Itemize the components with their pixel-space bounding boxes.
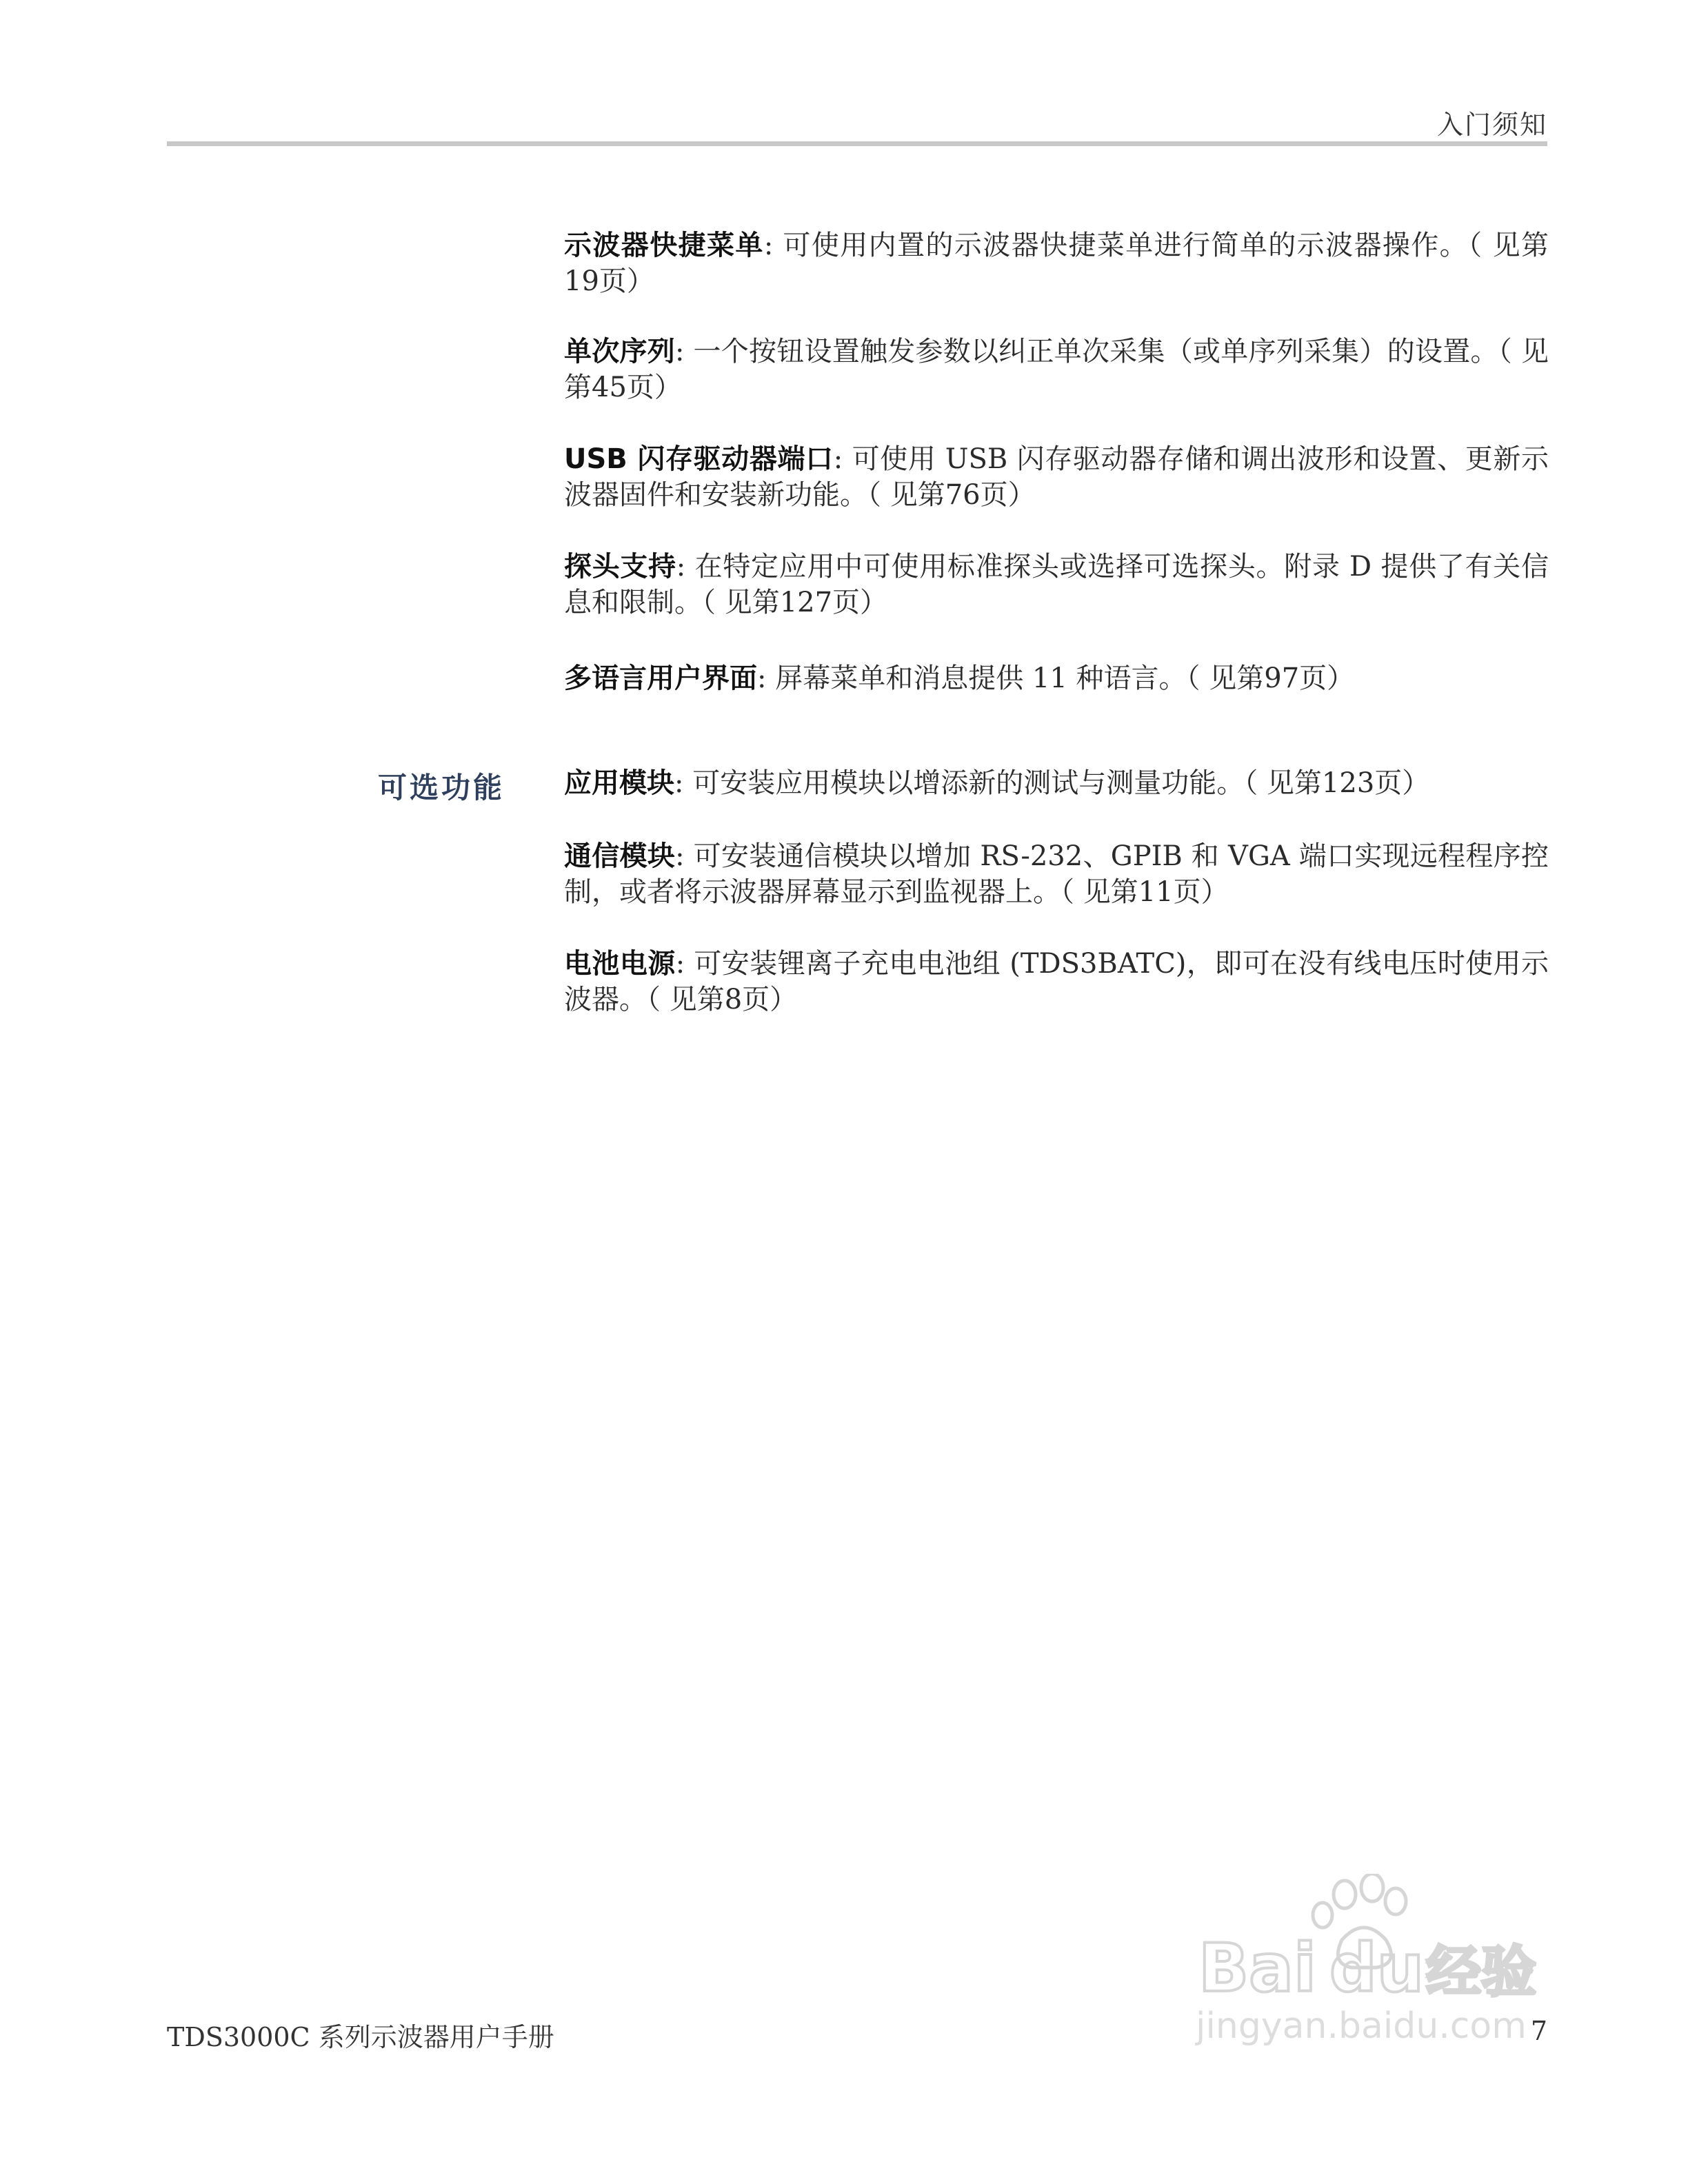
feature-separator: :: [757, 663, 776, 694]
feature-separator: :: [676, 551, 695, 583]
optional-term: 应用模块: [564, 767, 674, 799]
feature-paragraph: [564, 441, 1549, 513]
svg-text:jingyan.baidu.com: jingyan.baidu.com: [1196, 2005, 1527, 2046]
optional-paragraph: [564, 946, 1549, 1018]
feature-term: 单次序列: [564, 336, 676, 367]
feature-paragraph: [564, 660, 1549, 696]
optional-text: 可安装应用模块以增添新的测试与测量功能。（ 见第123页）: [692, 767, 1430, 799]
feature-text: 屏幕菜单和消息提供 11 种语言。（ 见第97页）: [775, 663, 1355, 694]
feature-item: [564, 549, 1549, 620]
feature-separator: :: [675, 336, 694, 367]
optional-paragraph: [564, 838, 1549, 910]
feature-term: 探头支持: [564, 551, 676, 583]
section-heading-optional-features: 可选功能: [378, 771, 505, 805]
header-rule: [167, 141, 1547, 146]
feature-paragraph: [564, 334, 1549, 405]
optional-term: 通信模块: [564, 840, 676, 872]
optional-item: [564, 838, 1549, 910]
optional-paragraph: [564, 765, 1549, 801]
optional-separator: :: [675, 840, 694, 872]
optional-text: 可安装通信模块以增加 RS-232、GPIB 和 VGA 端口实现远程程序控制，或者将示波器屏幕显示到监视器上。（ 见第11页）: [564, 840, 1549, 908]
footer-page-number: 7: [1530, 2016, 1547, 2046]
feature-term: 多语言用户界面: [564, 663, 757, 694]
baidu-jingyan-watermark-logo: [1185, 1874, 1571, 2046]
feature-text: 可使用 USB 闪存驱动器存储和调出波形和设置、更新示波器固件和安装新功能。（ 见第76页）: [564, 443, 1549, 511]
feature-item: [564, 334, 1549, 405]
optional-item: [564, 765, 1549, 801]
optional-separator: :: [674, 767, 693, 799]
feature-item: [564, 441, 1549, 513]
feature-term: 示波器快捷菜单: [564, 230, 764, 261]
svg-text:Bai: Bai: [1198, 1930, 1316, 2007]
footer-manual-title: TDS3000C 系列示波器用户手册: [167, 2022, 554, 2052]
running-header: 入门须知: [1436, 110, 1547, 140]
feature-paragraph: [564, 228, 1549, 299]
optional-text: 可安装锂离子充电电池组 (TDS3BATC)，即可在没有线电压时使用示波器。（ 见第8页）: [564, 948, 1549, 1015]
feature-item: [564, 228, 1549, 299]
feature-paragraph: [564, 549, 1549, 620]
feature-term: USB 闪存驱动器端口: [564, 443, 834, 475]
feature-text: 一个按钮设置触发参数以纠正单次采集（或单序列采集）的设置。（ 见第45页）: [564, 336, 1549, 403]
feature-item: [564, 660, 1549, 696]
optional-term: 电池电源: [564, 948, 676, 980]
feature-separator: :: [833, 443, 852, 475]
optional-item: [564, 946, 1549, 1018]
feature-separator: :: [763, 230, 783, 261]
feature-text: 可使用内置的示波器快捷菜单进行简单的示波器操作。（ 见第19页）: [564, 230, 1549, 297]
svg-text:du: du: [1329, 1930, 1425, 2007]
feature-text: 在特定应用中可使用标准探头或选择可选探头。附录 D 提供了有关信息和限制。（ 见第127页）: [564, 551, 1549, 618]
optional-separator: :: [675, 948, 694, 980]
svg-text:经验: 经验: [1426, 1940, 1536, 2004]
